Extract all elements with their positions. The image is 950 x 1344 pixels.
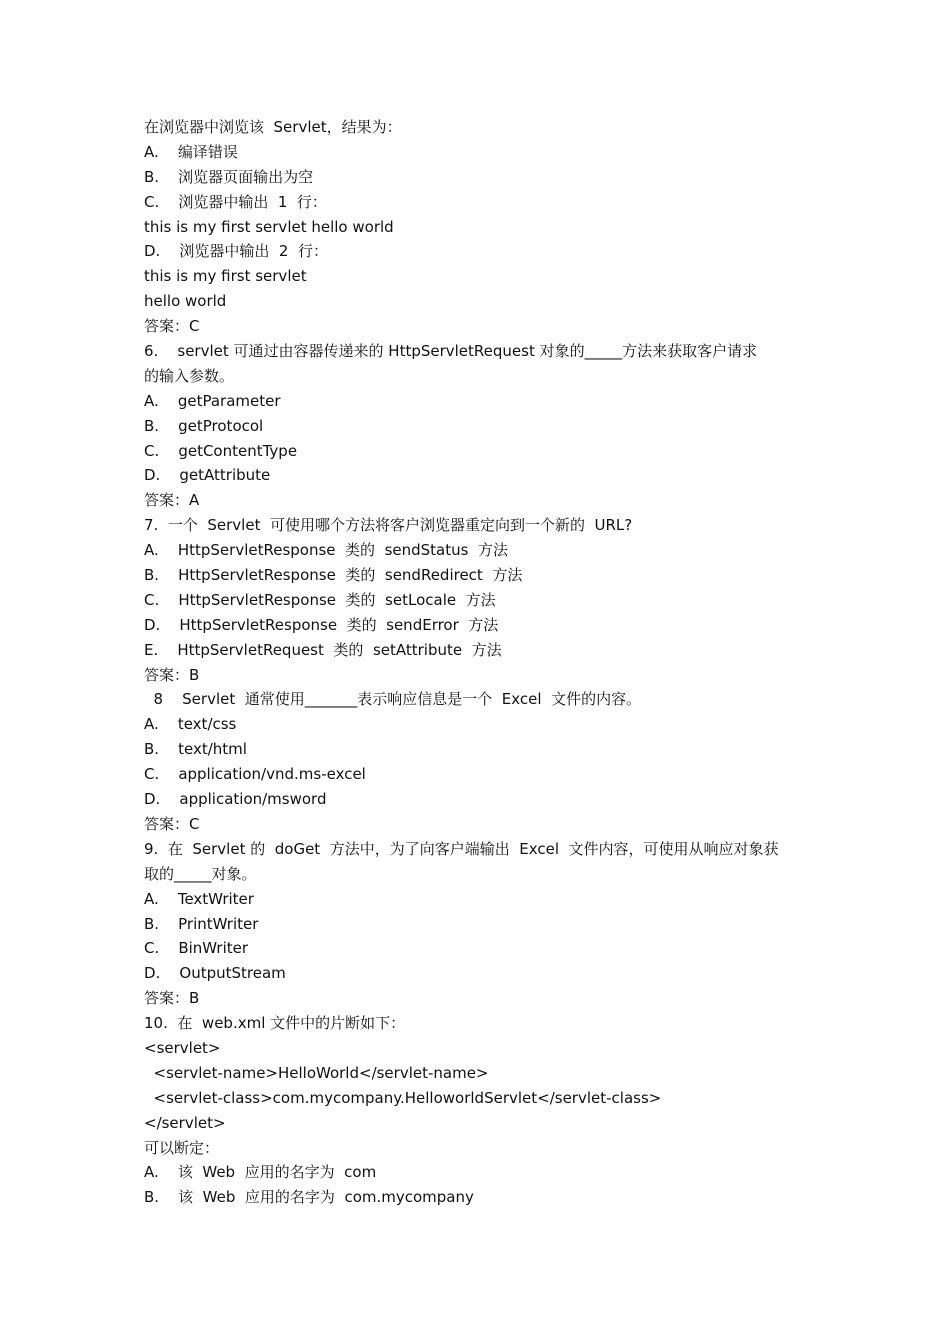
text-line: <servlet> <box>144 1038 221 1057</box>
text-line: 10. 在 web.xml 文件中的片断如下： <box>144 1014 406 1033</box>
text-line: 答案：B <box>144 989 200 1008</box>
text-line: B. PrintWriter <box>144 914 259 933</box>
text-line: A. 编译错误 <box>144 142 238 161</box>
text-line: 答案：C <box>144 814 200 833</box>
text-line: 可以断定： <box>144 1138 220 1157</box>
text-line: 8 Servlet 通常使用_______表示响应信息是一个 Excel 文件的内容。 <box>144 690 642 709</box>
text-line: A. HttpServletResponse 类的 sendStatus 方法 <box>144 541 508 560</box>
text-line: C. BinWriter <box>144 939 249 958</box>
text-line: B. HttpServletResponse 类的 sendRedirect 方法 <box>144 566 523 585</box>
text-line: 答案：B <box>144 665 200 684</box>
document-text <box>144 115 824 1210</box>
text-line: </servlet> <box>144 1113 226 1132</box>
text-line: C. getContentType <box>144 441 298 460</box>
text-line: B. 浏览器页面输出为空 <box>144 167 314 186</box>
text-line: B. text/html <box>144 740 247 759</box>
text-line: hello world <box>144 292 227 311</box>
text-line: A. getParameter <box>144 391 281 410</box>
text-line: D. OutputStream <box>144 964 286 983</box>
text-line: 答案：C <box>144 317 200 336</box>
text-line: 6. servlet 可通过由容器传递来的 HttpServletRequest 对象的_____方法来获取客户请求 <box>144 342 758 361</box>
text-line: D. getAttribute <box>144 466 271 485</box>
text-line: A. text/css <box>144 715 237 734</box>
text-line: <servlet-name>HelloWorld</servlet-name> <box>144 1063 489 1082</box>
text-line: <servlet-class>com.mycompany.HelloworldServlet</servlet-class> <box>144 1088 662 1107</box>
text-line: A. TextWriter <box>144 889 254 908</box>
text-line: C. HttpServletResponse 类的 setLocale 方法 <box>144 590 496 609</box>
text-line: D. HttpServletResponse 类的 sendError 方法 <box>144 615 499 634</box>
text-line: 取的_____对象。 <box>144 864 257 883</box>
text-line: A. 该 Web 应用的名字为 com <box>144 1163 377 1182</box>
text-line: 在浏览器中浏览该 Servlet，结果为： <box>144 118 402 136</box>
text-line: B. getProtocol <box>144 416 264 435</box>
text-line: 答案：A <box>144 491 200 510</box>
text-line: 9. 在 Servlet 的 doGet 方法中，为了向客户端输出 Excel 文件内容，可使用从响应对象获 <box>144 839 779 858</box>
text-line: B. 该 Web 应用的名字为 com.mycompany <box>144 1188 474 1207</box>
text-line: C. application/vnd.ms-excel <box>144 765 366 784</box>
text-line: this is my first servlet hello world <box>144 217 394 236</box>
text-line: E. HttpServletRequest 类的 setAttribute 方法 <box>144 640 502 659</box>
text-line: 7. 一个 Servlet 可使用哪个方法将客户浏览器重定向到一个新的 URL? <box>144 516 633 535</box>
text-line: C. 浏览器中输出 1 行： <box>144 192 327 211</box>
text-line: 的输入参数。 <box>144 366 235 385</box>
text-line: D. application/msword <box>144 790 327 809</box>
text-line: D. 浏览器中输出 2 行： <box>144 242 329 261</box>
text-line: this is my first servlet <box>144 267 307 286</box>
